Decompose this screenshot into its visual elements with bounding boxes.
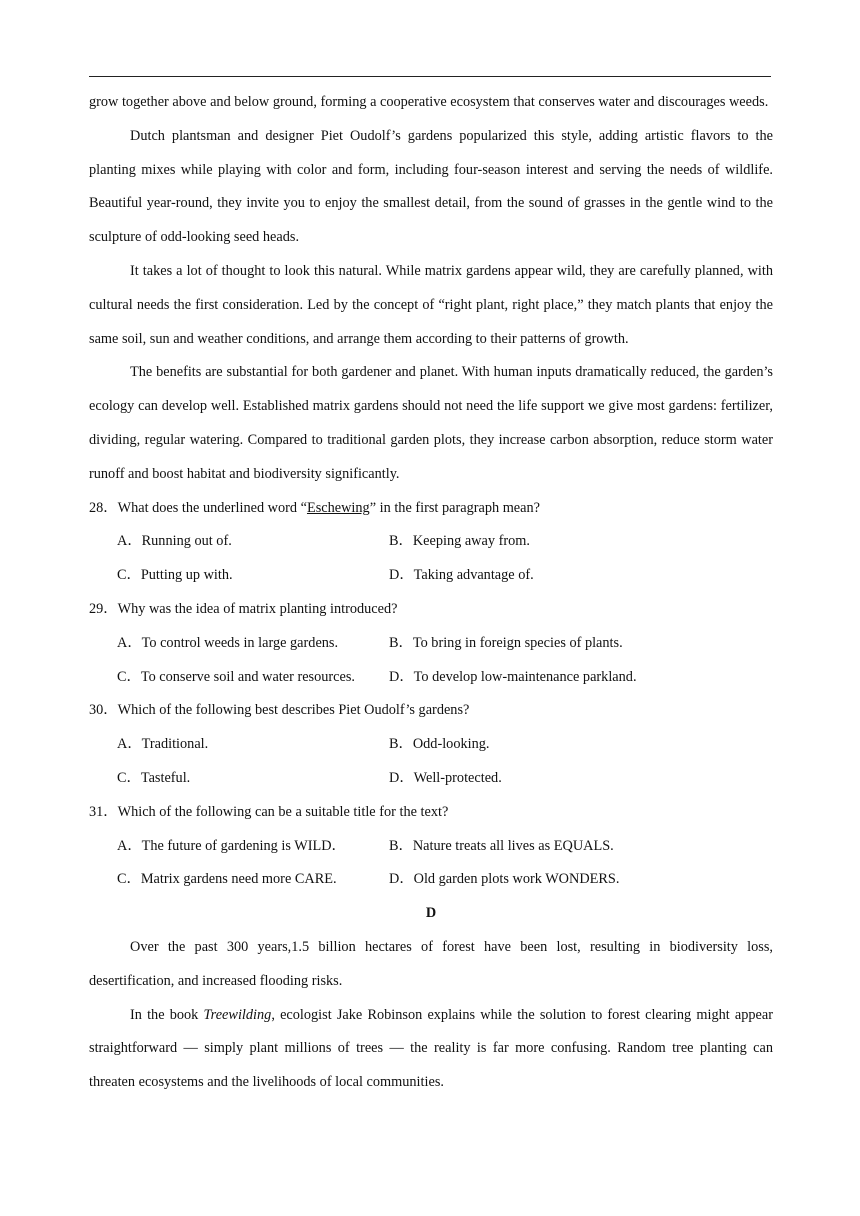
q29-options-row-1 bbox=[89, 627, 773, 661]
q29-options-row-2 bbox=[89, 661, 773, 695]
section-d-title: D bbox=[425, 905, 437, 922]
paragraph-d-1: Over the past 300 years,1.5 billion hectares of forest have been lost, resulting in biodiversity loss, desertification, and increased flooding risks. bbox=[89, 938, 773, 989]
q31-option-b: B．Nature treats all lives as EQUALS. bbox=[389, 837, 614, 854]
q29-option-c: C．To conserve soil and water resources. bbox=[117, 668, 355, 685]
q31-option-c: C．Matrix gardens need more CARE. bbox=[117, 871, 337, 888]
q28-option-b: B．Keeping away from. bbox=[389, 533, 530, 550]
q30-option-b: B．Odd-looking. bbox=[389, 736, 490, 753]
paragraph-c-3: It takes a lot of thought to look this natural. While matrix gardens appear wild, they are carefully planned, with cultural needs the first consideration. Led by the concept of “right plant, right place,” they match plants that enjoy the same soil, sun and weather conditions, and arrange them according to their patterns of growth. bbox=[89, 262, 773, 347]
q31-option-a: A．The future of gardening is WILD． bbox=[117, 837, 346, 854]
book-title-treewilding: Treewilding bbox=[203, 1006, 272, 1023]
q31-options-row-1 bbox=[89, 830, 773, 864]
paragraph-c-2: Dutch plantsman and designer Piet Oudolf’s gardens popularized this style, adding artistic flavors to the planting mixes while playing with color and form, including four-season interest and serving the needs of wildlife. Beautiful year-round, they invite you to enjoy the smallest detail, from the sound of grasses in the gentle wind to the sculpture of odd-looking seed heads. bbox=[89, 127, 773, 246]
q28-option-c: C．Putting up with. bbox=[117, 567, 233, 584]
paragraph-d-2-rest: , ecologist Jake Robinson explains while the solution to forest clearing might appear straightforward — simply plant millions of trees — the reality is far more confusing. Random tree planting can threaten ecosystems and the livelihoods of local communities. bbox=[89, 1006, 773, 1091]
q28-options-row-1 bbox=[89, 525, 773, 559]
paragraph-c-4: The benefits are substantial for both gardener and planet. With human inputs dramatically reduced, the garden’s ecology can develop well. Established matrix gardens should not need the life support we give most gardens: fertilizer, dividing, regular watering. Compared to traditional garden plots, they increase carbon absorption, reduce storm water runoff and boost habitat and biodiversity significantly. bbox=[89, 364, 773, 482]
q30-options-row-2 bbox=[89, 762, 773, 796]
q30-option-a: A．Traditional. bbox=[117, 736, 209, 753]
paragraph-d-2 bbox=[89, 999, 773, 1100]
q29-option-b: B．To bring in foreign species of plants. bbox=[389, 634, 623, 651]
q28-option-a: A．Running out of. bbox=[117, 533, 232, 550]
q28-suffix: ” in the first paragraph mean? bbox=[369, 499, 540, 516]
q30-option-d: D．Well-protected. bbox=[389, 769, 502, 786]
question-30-stem: 30．Which of the following best describes Piet Oudolf’s gardens? bbox=[89, 702, 470, 719]
question-31-stem: 31．Which of the following can be a suitable title for the text? bbox=[89, 803, 449, 820]
header-rule bbox=[89, 76, 771, 77]
document-body bbox=[89, 86, 773, 1100]
question-29-stem: 29．Why was the idea of matrix planting introduced? bbox=[89, 600, 398, 617]
q31-options-row-2 bbox=[89, 863, 773, 897]
paragraph-d-2-start: In the book bbox=[130, 1006, 204, 1023]
q30-option-c: C．Tasteful. bbox=[117, 769, 191, 786]
question-28-stem bbox=[89, 492, 773, 526]
q28-options-row-2 bbox=[89, 559, 773, 593]
q28-prefix: 28．What does the underlined word “ bbox=[89, 499, 307, 516]
q29-option-d: D．To develop low-maintenance parkland. bbox=[389, 668, 637, 685]
paragraph-c-1: grow together above and below ground, forming a cooperative ecosystem that conserves water and discourages weeds. bbox=[89, 94, 769, 110]
q31-option-d: D．Old garden plots work WONDERS. bbox=[389, 871, 620, 888]
q28-option-d: D．Taking advantage of. bbox=[389, 567, 534, 584]
q28-underlined-word: Eschewing bbox=[306, 499, 370, 516]
q30-options-row-1 bbox=[89, 728, 773, 762]
q29-option-a: A．To control weeds in large gardens. bbox=[117, 634, 339, 651]
